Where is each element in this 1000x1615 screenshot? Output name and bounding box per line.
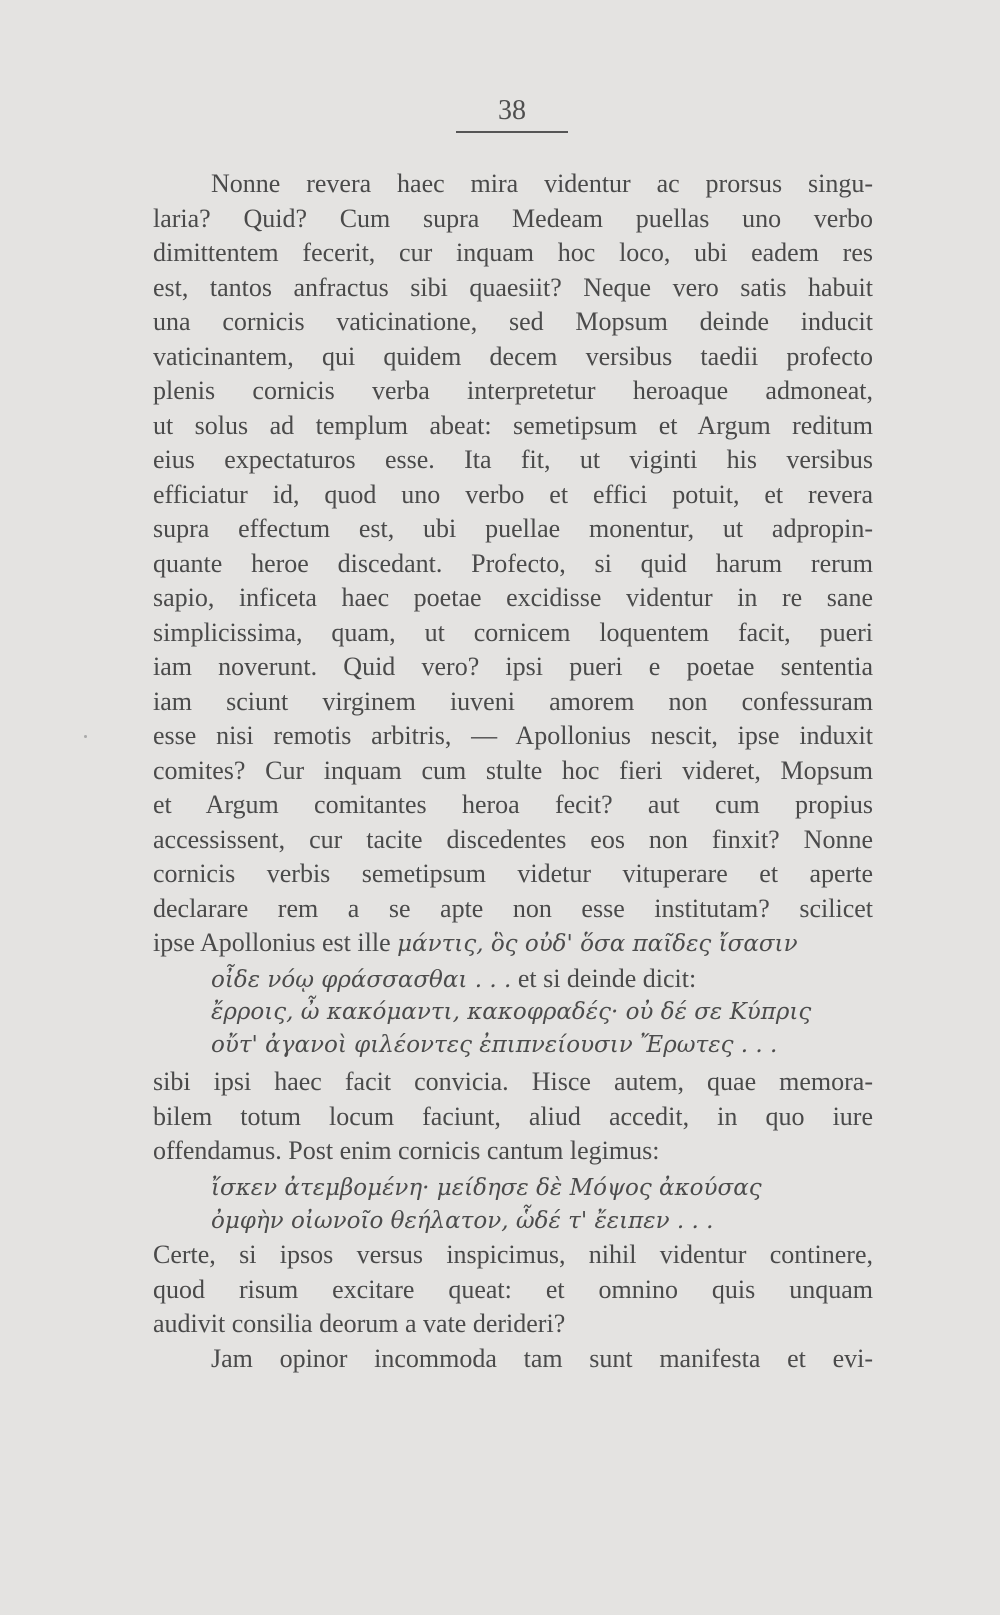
text-line: simplicissima, quam, ut cornicem loquentem facit, pueri (153, 618, 873, 647)
text-line: accessissent, cur tacite discedentes eos non finxit? Nonne (153, 825, 873, 854)
text-line: plenis cornicis verba interpretetur heroaque admoneat, (153, 376, 873, 405)
text-line: laria? Quid? Cum supra Medeam puellas uno verbo (153, 204, 873, 233)
text-line: declarare rem a se apte non esse institutam? scilicet (153, 894, 873, 923)
greek-verse-line: οὔτ' ἀγανοὶ φιλέοντες ἐπιπνείουσιν Ἔρωτες . . . (211, 1032, 778, 1058)
text-line: audivit consilia deorum a vate derideri? (153, 1309, 566, 1338)
text-line: eius expectaturos esse. Ita fit, ut viginti his versibus (153, 445, 873, 474)
text-line: Nonne revera haec mira videntur ac prorsus singu- (211, 169, 873, 198)
text-line: offendamus. Post enim cornicis cantum legimus: (153, 1136, 660, 1165)
text-line: Jam opinor incommoda tam sunt manifesta et evi- (211, 1344, 873, 1373)
text-line: ut solus ad templum abeat: semetipsum et Argum reditum (153, 411, 873, 440)
text-line: dimittentem fecerit, cur inquam hoc loco, ubi eadem res (153, 238, 873, 267)
text-line: esse nisi remotis arbitris, — Apollonius nescit, ipse induxit (153, 721, 873, 750)
greek-verse-line (211, 963, 696, 996)
header-rule (456, 131, 568, 133)
latin-aside: et si deinde dicit: (511, 964, 697, 993)
text-line: est, tantos anfractus sibi quaesiit? Neque vero satis habuit (153, 273, 873, 302)
text-line: et Argum comitantes heroa fecit? aut cum propius (153, 790, 873, 819)
greek-verse-line: ὀμφὴν οἰωνοῖο θεήλατον, ὧδέ τ' ἔειπεν . . . (211, 1208, 714, 1234)
text-line: sibi ipsi haec facit convicia. Hisce autem, quae memora- (153, 1067, 873, 1096)
text-line: comites? Cur inquam cum stulte hoc fieri videret, Mopsum (153, 756, 873, 785)
text-line: Certe, si ipsos versus inspicimus, nihil videntur continere, (153, 1240, 873, 1269)
text-line: iam sciunt virginem iuveni amorem non confessuram (153, 687, 873, 716)
text-line: quod risum excitare queat: et omnino quis unquam (153, 1275, 873, 1304)
page-number: 38 (498, 95, 526, 126)
greek-quote-inline: μάντις, ὃς οὐδ' ὅσα παῖδες ἴσασιν (397, 931, 798, 957)
text-line: sapio, inficeta haec poetae excidisse videntur in re sane (153, 583, 873, 612)
text-line: bilem totum locum faciunt, aliud accedit, in quo iure (153, 1102, 873, 1131)
text-line: vaticinantem, qui quidem decem versibus taedii profecto (153, 342, 873, 371)
paper-speck (84, 735, 87, 738)
text-line: efficiatur id, quod uno verbo et effici potuit, et revera (153, 480, 873, 509)
greek-verse-line: ἴσκεν ἀτεμβομένη· μείδησε δὲ Μόψος ἀκούσας (211, 1175, 762, 1201)
greek-verse-line: ἔρροις, ὦ κακόμαντι, κακοφραδές· οὐ δέ σε Κύπρις (211, 999, 812, 1025)
greek-verse-text: οἶδε νόῳ φράσσασθαι . . . (211, 967, 512, 993)
text-line: cornicis verbis semetipsum videtur vituperare et aperte (153, 859, 873, 888)
text-line: iam noverunt. Quid vero? ipsi pueri e poetae sententia (153, 652, 873, 681)
text-line: quante heroe discedant. Profecto, si quid harum rerum (153, 549, 873, 578)
mixed-line-latin: ipse Apollonius est ille (153, 928, 398, 957)
mixed-line (153, 927, 873, 960)
text-line: una cornicis vaticinatione, sed Mopsum deinde inducit (153, 307, 873, 336)
text-line: supra effectum est, ubi puellae monentur, ut adpropin- (153, 514, 873, 543)
